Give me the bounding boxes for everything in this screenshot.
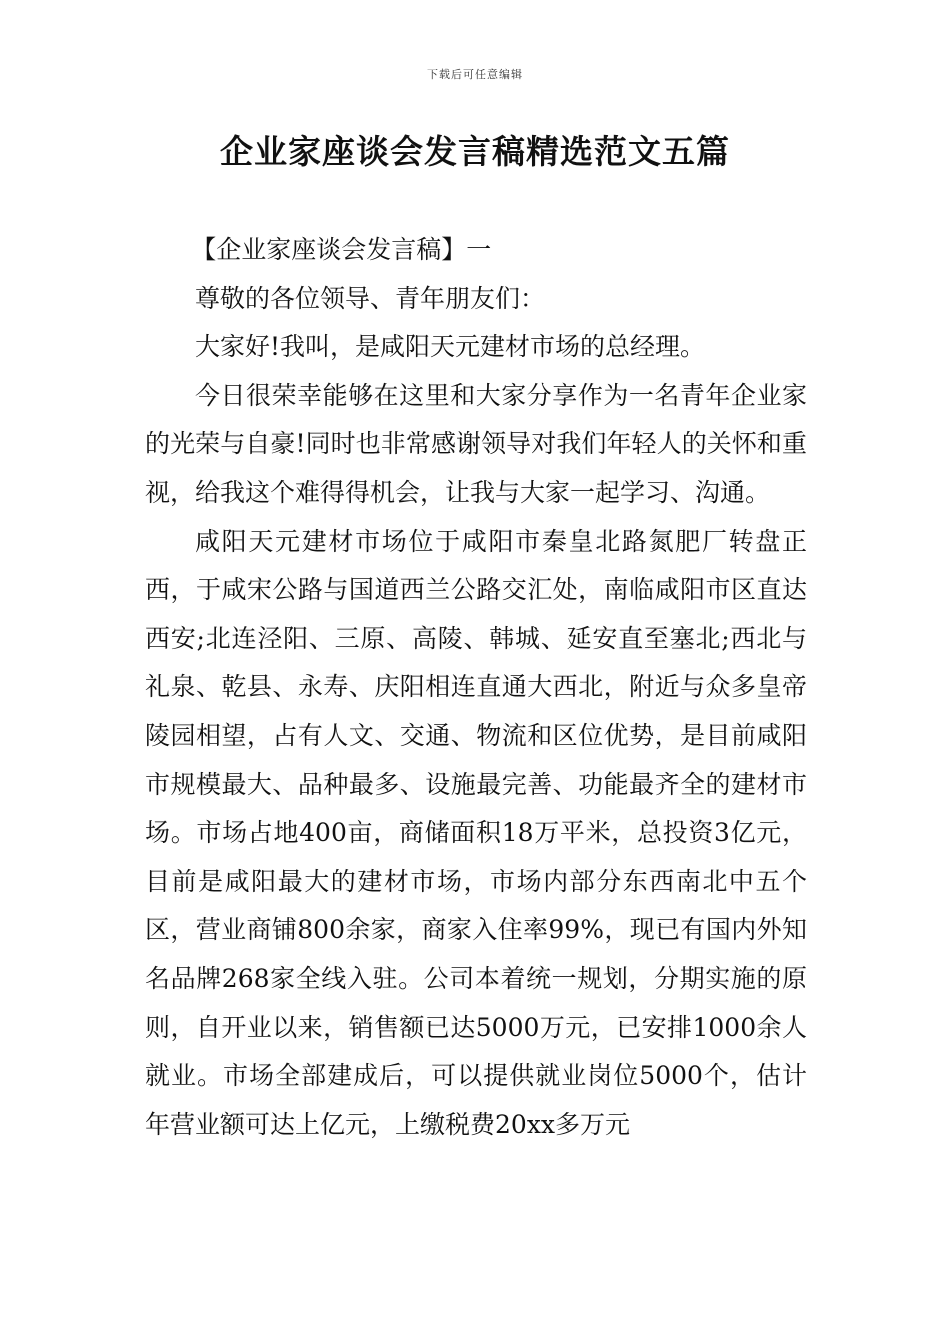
document-title: 企业家座谈会发言稿精选范文五篇 <box>220 132 730 171</box>
document-body <box>145 226 807 1149</box>
body-paragraph: 咸阳天元建材市场位于咸阳市秦皇北路氮肥厂转盘正西，于咸宋公路与国道西兰公路交汇处，南临咸阳市区直达西安;北连泾阳、三原、高陵、韩城、延安直至塞北;西北与礼泉、乾县、永寿、庆阳相连直通大西北，附近与众多皇帝陵园相望，占有人文、交通、物流和区位优势，是目前咸阳市规模最大、品种最多、设施最完善、功能最齐全的建材市场。市场占地400亩，商储面积18万平米，总投资3亿元，目前是咸阳最大的建材市场，市场内部分东西南北中五个区，营业商铺800余家，商家入住率99%，现已有国内外知名品牌268家全线入驻。公司本着统一规划，分期实施的原则，自开业以来，销售额已达5000万元，已安排1000余人就业。市场全部建成后，可以提供就业岗位5000个，估计年营业额可达上亿元，上缴税费20xx多万元 <box>145 526 807 1139</box>
header-note: 下载后可任意编辑 <box>427 68 523 81</box>
salutation-paragraph: 尊敬的各位领导、青年朋友们： <box>195 283 546 313</box>
greeting-paragraph: 大家好!我叫，是咸阳天元建材市场的总经理。 <box>195 332 706 362</box>
section-heading: 【企业家座谈会发言稿】一 <box>191 235 492 264</box>
body-paragraph: 今日很荣幸能够在这里和大家分享作为一名青年企业家的光荣与自豪!同时也非常感谢领导对我们年轻人的关怀和重视，给我这个难得得机会，让我与大家一起学习、沟通。 <box>145 380 807 507</box>
